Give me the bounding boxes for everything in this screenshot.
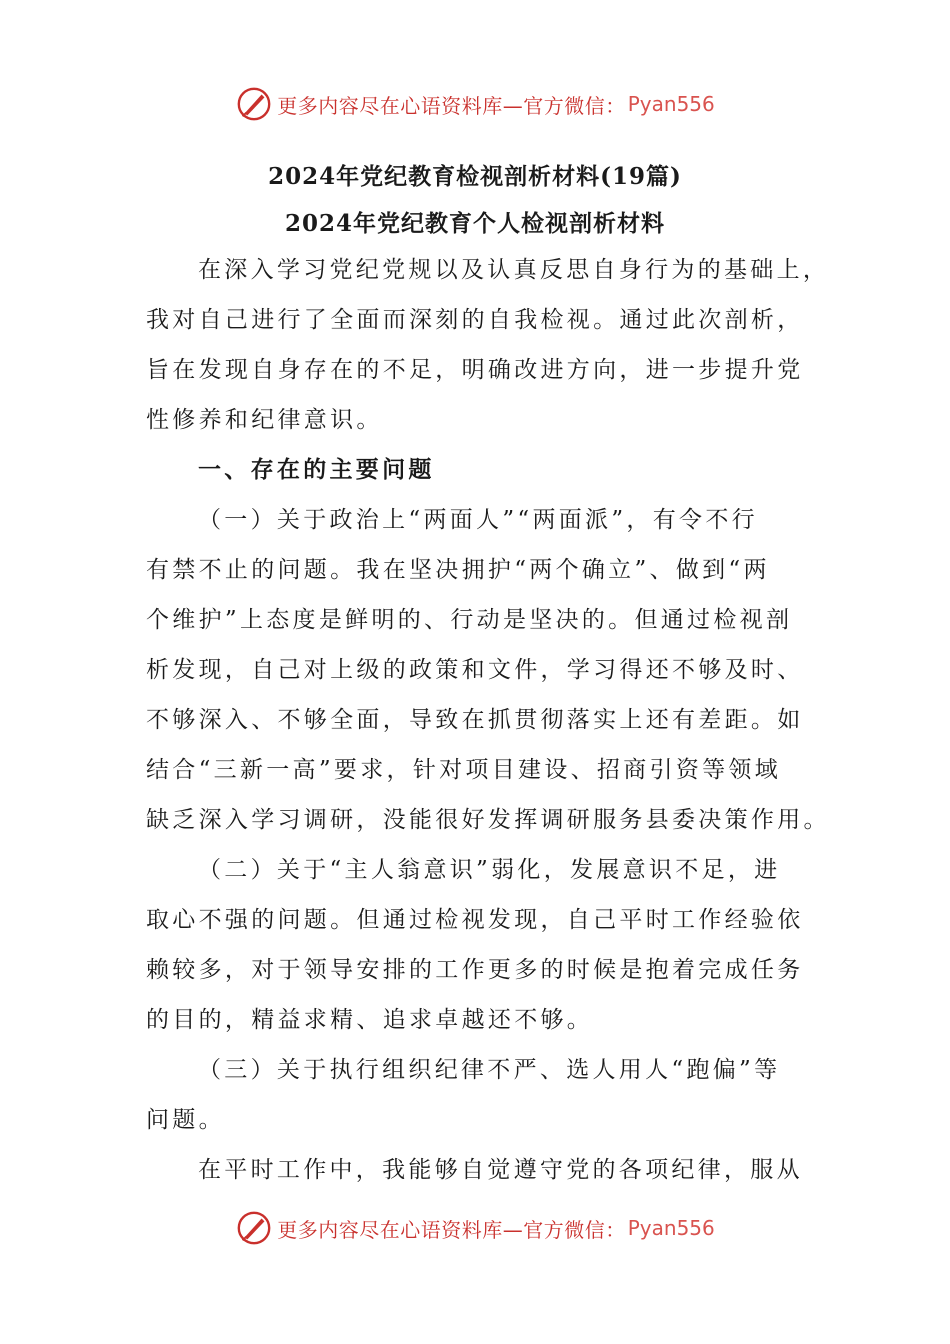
text-line: 赖较多，对于领导安排的工作更多的时候是抱着完成任务 [146,957,804,983]
banner-text: 更多内容尽在心语资料库—官方微信： [277,93,626,118]
text-line: 在深入学习党纪党规以及认真反思自身行为的基础上， [198,257,830,283]
text-line: 析发现，自己对上级的政策和文件，学习得还不够及时、 [146,657,804,683]
header-watermark [0,84,950,124]
document-body [146,245,830,1195]
text-line: 有禁不止的问题。我在坚决拥护“两个确立”、做到“两 [146,557,770,583]
text-line: （一）关于政治上“两面人”“两面派”，有令不行 [198,507,758,533]
document-title: 2024年党纪教育检视剖析材料(19篇) [268,163,682,190]
text-line: 我对自己进行了全面而深刻的自我检视。通过此次剖析， [146,307,804,333]
banner-contact: Pyan556 [627,92,715,116]
document-subtitle: 2024年党纪教育个人检视剖析材料 [284,210,665,237]
banner-text: 更多内容尽在心语资料库—官方微信： [277,1217,626,1242]
text-line: （二）关于“主人翁意识”弱化，发展意识不足，进 [198,857,781,883]
quill-logo-icon [235,1209,273,1247]
footer-watermark [0,1208,950,1248]
text-line: 旨在发现自身存在的不足，明确改进方向，进一步提升党 [146,357,804,383]
text-line: 问题。 [146,1107,225,1133]
banner-contact: Pyan556 [627,1216,715,1240]
quill-logo-icon [235,85,273,123]
text-line: （三）关于执行组织纪律不严、选人用人“跑偏”等 [198,1057,781,1083]
section-heading: 一、存在的主要问题 [198,456,435,483]
text-line: 缺乏深入学习调研，没能很好发挥调研服务县委决策作用。 [146,807,830,833]
text-line: 结合“三新一高”要求，针对项目建设、招商引资等领域 [146,757,782,783]
text-line: 在平时工作中，我能够自觉遵守党的各项纪律，服从 [198,1157,803,1183]
text-line: 个维护”上态度是鲜明的、行动是坚决的。但通过检视剖 [146,607,793,633]
text-line: 性修养和纪律意识。 [146,407,383,433]
text-line: 不够深入、不够全面，导致在抓贯彻落实上还有差距。如 [146,707,804,733]
text-line: 的目的，精益求精、追求卓越还不够。 [146,1007,594,1033]
text-line: 取心不强的问题。但通过检视发现，自己平时工作经验依 [146,907,804,933]
